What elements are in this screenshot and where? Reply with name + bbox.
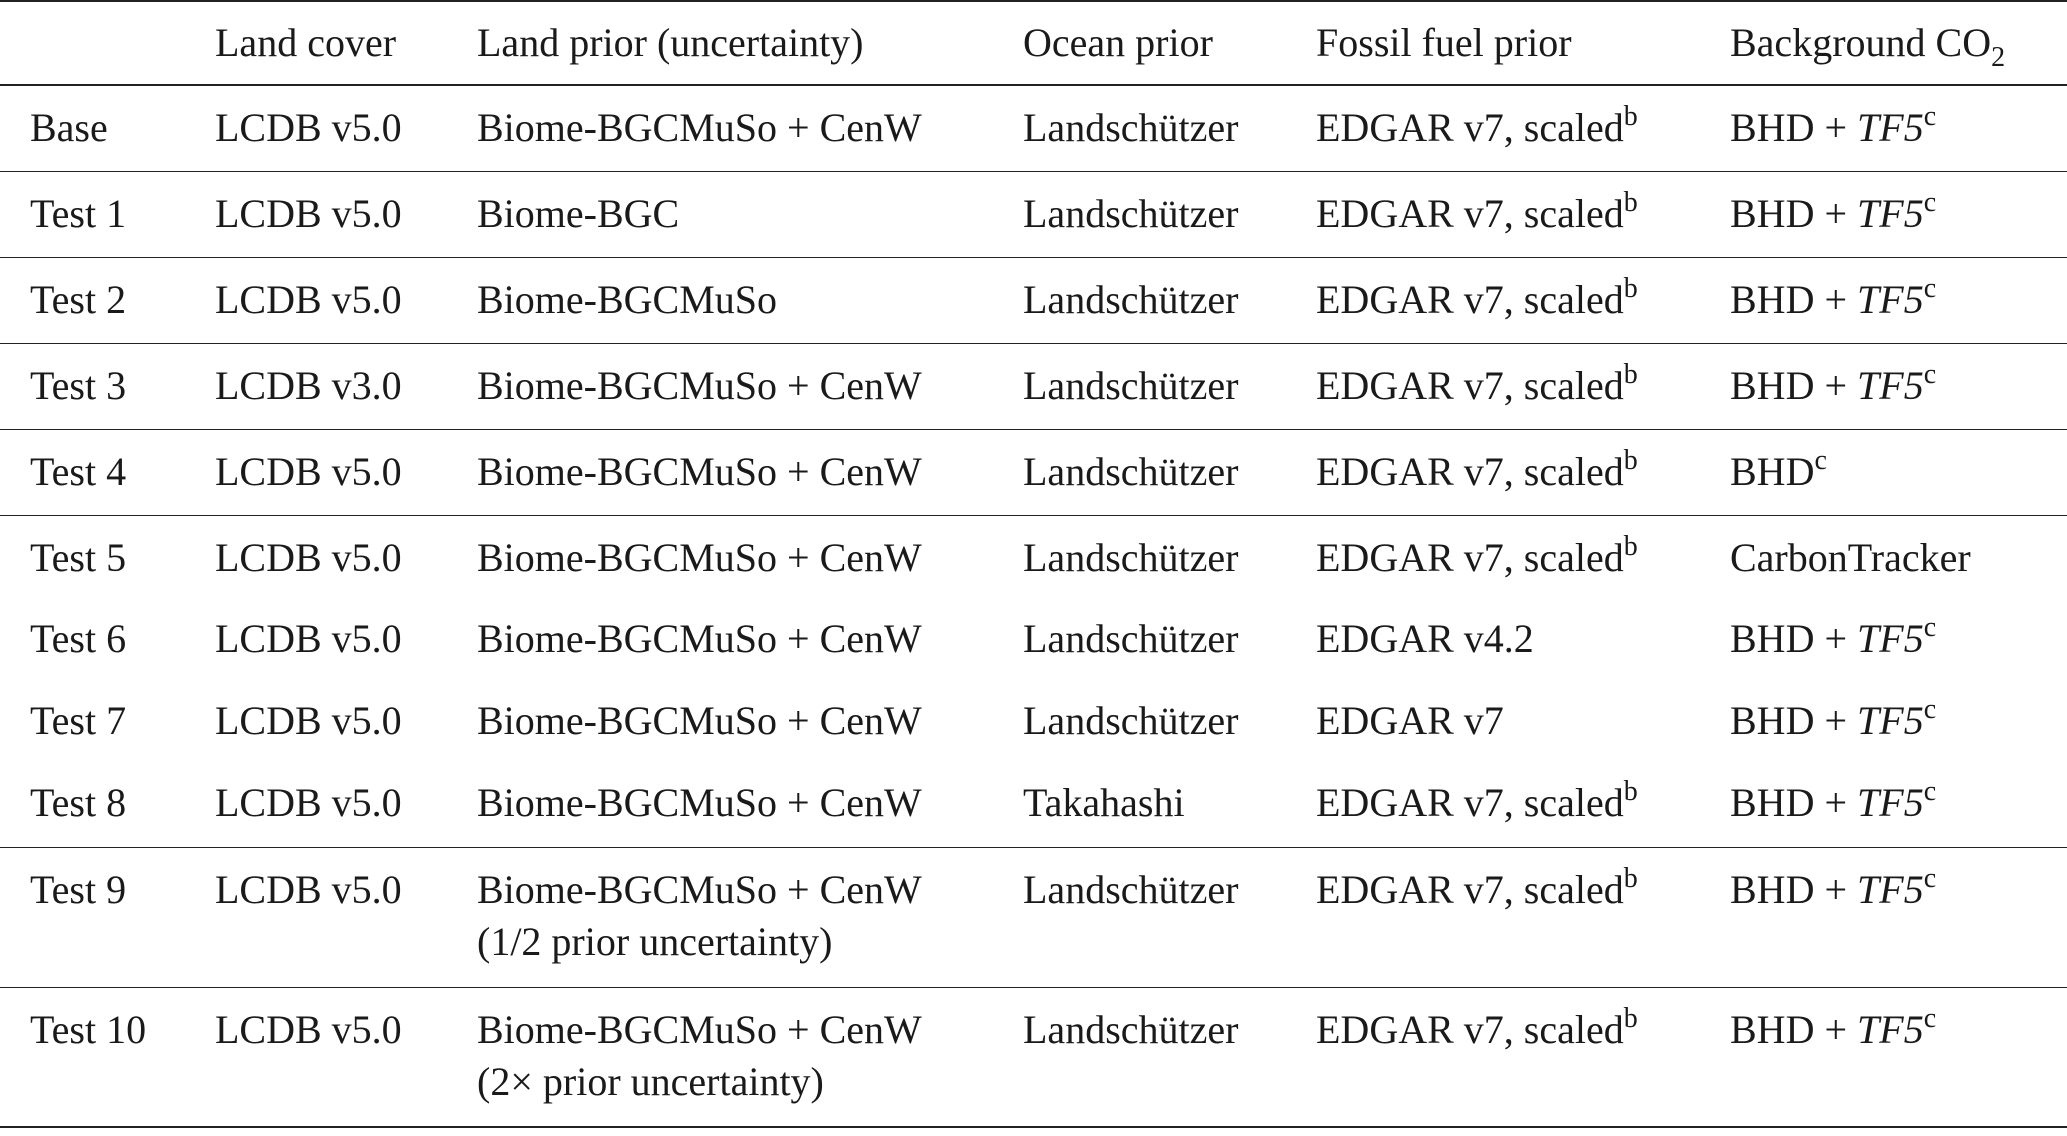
fossil-fuel-value: EDGAR v7, scaled [1316,190,1624,236]
land-prior-value: Biome-BGCMuSo + CenW [477,1006,922,1052]
cell-ocean-prior [1023,761,1316,847]
land-prior-note: (1/2 prior uncertainty) [477,918,833,964]
cell-land-cover [215,987,477,1127]
table-row [0,987,2067,1127]
background-value-italic: TF5 [1857,698,1924,743]
case-name: Test 8 [30,780,127,825]
fossil-fuel-value: EDGAR v7, scaled [1316,276,1624,322]
background-footnote: c [1923,101,1937,132]
cell-case-name [0,761,215,847]
land-prior-value: Biome-BGCMuSo + CenW [477,780,922,825]
cell-fossil-fuel [1316,257,1730,343]
ocean-prior-value: Landschützer [1023,616,1239,661]
land-cover-value: LCDB v5.0 [215,698,402,743]
cell-land-prior [477,85,1023,171]
background-footnote: c [1923,1002,1937,1034]
cell-case-name [0,429,215,515]
table-row [0,257,2067,343]
fossil-fuel-footnote: b [1623,272,1638,304]
cell-fossil-fuel [1316,515,1730,597]
cell-ocean-prior [1023,987,1316,1127]
ocean-prior-value: Landschützer [1023,1006,1239,1052]
fossil-fuel-footnote: b [1623,1002,1638,1034]
land-cover-value: LCDB v5.0 [215,448,402,494]
cell-ocean-prior [1023,515,1316,597]
land-cover-value: LCDB v5.0 [215,866,402,912]
land-cover-value: LCDB v5.0 [215,190,402,236]
header-background-co2 [1730,1,2067,85]
land-cover-value: LCDB v5.0 [215,1006,402,1052]
cell-fossil-fuel [1316,85,1730,171]
background-value: BHD + [1730,866,1858,912]
cell-background-co2 [1730,257,2067,343]
cell-case-name [0,515,215,597]
ocean-prior-value: Landschützer [1023,866,1239,912]
background-value-italic: TF5 [1857,105,1924,150]
header-row [0,1,2067,85]
cell-ocean-prior [1023,343,1316,429]
ocean-prior-value: Landschützer [1023,276,1239,322]
background-value-italic: TF5 [1857,276,1924,322]
fossil-fuel-value: EDGAR v7 [1316,698,1504,743]
header-background-co2-subscript: 2 [1991,42,2006,73]
fossil-fuel-value: EDGAR v7, scaled [1316,1006,1624,1052]
case-name: Test 3 [30,362,127,408]
background-value: BHD + [1730,698,1858,743]
cell-land-cover [215,171,477,257]
cell-land-prior [477,847,1023,987]
table-body [0,85,2067,1127]
cell-ocean-prior [1023,847,1316,987]
cell-ocean-prior [1023,85,1316,171]
table-row [0,85,2067,171]
background-footnote: c [1923,776,1937,807]
cell-land-prior [477,429,1023,515]
cell-background-co2 [1730,429,2067,515]
cell-land-prior [477,257,1023,343]
background-value-italic: TF5 [1857,780,1924,825]
case-name: Test 2 [30,276,127,322]
cell-background-co2 [1730,515,2067,597]
cell-land-prior [477,515,1023,597]
land-prior-value: Biome-BGCMuSo + CenW [477,616,922,661]
case-name: Test 4 [30,448,127,494]
background-value-italic: TF5 [1857,190,1924,236]
fossil-fuel-value: EDGAR v7, scaled [1316,534,1624,580]
background-footnote: c [1923,272,1937,304]
background-value-italic: TF5 [1857,362,1924,408]
cell-land-cover [215,847,477,987]
cell-background-co2 [1730,679,2067,761]
cell-case-name [0,171,215,257]
land-prior-value: Biome-BGCMuSo + CenW [477,362,922,408]
fossil-fuel-value: EDGAR v4.2 [1316,616,1534,661]
fossil-fuel-footnote: b [1623,862,1638,894]
table-row [0,171,2067,257]
cell-fossil-fuel [1316,761,1730,847]
case-name: Base [30,105,108,150]
table-row [0,679,2067,761]
cell-land-cover [215,85,477,171]
cell-ocean-prior [1023,171,1316,257]
background-footnote: c [1814,444,1827,476]
land-prior-value: Biome-BGCMuSo + CenW [477,698,922,743]
land-prior-value: Biome-BGCMuSo + CenW [477,105,922,150]
cell-fossil-fuel [1316,171,1730,257]
case-name: Test 6 [30,616,127,661]
land-cover-value: LCDB v3.0 [215,362,402,408]
cell-case-name [0,987,215,1127]
fossil-fuel-footnote: b [1623,530,1638,562]
cell-ocean-prior [1023,429,1316,515]
background-value: BHD + [1730,1006,1858,1052]
cell-fossil-fuel [1316,679,1730,761]
land-prior-value: Biome-BGC [477,190,680,236]
fossil-fuel-footnote: b [1623,358,1638,390]
header-land-prior: Land prior (uncertainty) [477,1,1023,85]
case-name: Test 1 [30,190,127,236]
cell-land-prior [477,761,1023,847]
cell-land-cover [215,679,477,761]
background-value: BHD + [1730,362,1858,408]
case-name: Test 5 [30,534,127,580]
ocean-prior-value: Landschützer [1023,698,1239,743]
cell-ocean-prior [1023,679,1316,761]
table-row [0,515,2067,597]
land-cover-value: LCDB v5.0 [215,105,402,150]
ocean-prior-value: Landschützer [1023,534,1239,580]
background-value: BHD + [1730,780,1858,825]
ocean-prior-value: Landschützer [1023,362,1239,408]
background-value: BHD + [1730,190,1858,236]
background-footnote: c [1923,862,1937,894]
background-footnote: c [1923,358,1937,390]
fossil-fuel-value: EDGAR v7, scaled [1316,448,1624,494]
land-prior-value: Biome-BGCMuSo + CenW [477,448,922,494]
cell-background-co2 [1730,343,2067,429]
background-value-italic: TF5 [1857,616,1924,661]
cell-fossil-fuel [1316,597,1730,679]
background-value-italic: TF5 [1857,866,1924,912]
cell-case-name [0,85,215,171]
fossil-fuel-value: EDGAR v7, scaled [1316,866,1624,912]
land-prior-value: Biome-BGCMuSo + CenW [477,866,922,912]
land-prior-note: (2× prior uncertainty) [477,1058,824,1104]
ocean-prior-value: Landschützer [1023,448,1239,494]
table-row [0,761,2067,847]
case-name: Test 9 [30,866,127,912]
background-value: CarbonTracker [1730,534,1971,580]
cell-case-name [0,847,215,987]
header-ocean-prior: Ocean prior [1023,1,1316,85]
cell-ocean-prior [1023,257,1316,343]
cell-land-cover [215,515,477,597]
header-case [0,1,215,85]
fossil-fuel-footnote: b [1623,776,1638,807]
cell-case-name [0,343,215,429]
cell-land-cover [215,343,477,429]
cell-background-co2 [1730,85,2067,171]
land-cover-value: LCDB v5.0 [215,276,402,322]
land-prior-value: Biome-BGCMuSo [477,276,778,322]
land-cover-value: LCDB v5.0 [215,616,402,661]
cell-land-cover [215,597,477,679]
cell-case-name [0,679,215,761]
cell-fossil-fuel [1316,343,1730,429]
cell-case-name [0,597,215,679]
table-row [0,343,2067,429]
cell-land-prior [477,597,1023,679]
cell-background-co2 [1730,761,2067,847]
table-header [0,1,2067,85]
fossil-fuel-footnote: b [1623,101,1638,132]
background-value-italic: TF5 [1857,1006,1924,1052]
fossil-fuel-value: EDGAR v7, scaled [1316,780,1624,825]
cell-land-cover [215,257,477,343]
cell-background-co2 [1730,987,2067,1127]
background-value: BHD [1730,448,1815,494]
fossil-fuel-value: EDGAR v7, scaled [1316,105,1624,150]
background-value: BHD + [1730,105,1858,150]
header-land-cover: Land cover [215,1,477,85]
fossil-fuel-footnote: b [1623,444,1638,476]
cell-land-prior [477,171,1023,257]
cell-background-co2 [1730,847,2067,987]
ocean-prior-value: Landschützer [1023,105,1239,150]
land-prior-value: Biome-BGCMuSo + CenW [477,534,922,580]
background-footnote: c [1923,694,1937,725]
table-row [0,429,2067,515]
cell-land-prior [477,679,1023,761]
cell-fossil-fuel [1316,987,1730,1127]
fossil-fuel-footnote: b [1623,186,1638,218]
cell-land-prior [477,343,1023,429]
header-background-co2-text: Background CO [1730,20,1992,65]
ocean-prior-value: Takahashi [1023,780,1185,825]
cell-background-co2 [1730,597,2067,679]
cell-land-cover [215,429,477,515]
cell-background-co2 [1730,171,2067,257]
land-cover-value: LCDB v5.0 [215,534,402,580]
case-name: Test 7 [30,698,127,743]
cell-case-name [0,257,215,343]
fossil-fuel-value: EDGAR v7, scaled [1316,362,1624,408]
case-name: Test 10 [30,1006,147,1052]
ocean-prior-value: Landschützer [1023,190,1239,236]
table-row [0,847,2067,987]
background-footnote: c [1923,186,1937,218]
cell-land-cover [215,761,477,847]
cell-fossil-fuel [1316,429,1730,515]
land-cover-value: LCDB v5.0 [215,780,402,825]
cell-land-prior [477,987,1023,1127]
cell-ocean-prior [1023,597,1316,679]
cell-fossil-fuel [1316,847,1730,987]
background-value: BHD + [1730,616,1858,661]
background-footnote: c [1923,612,1937,643]
background-value: BHD + [1730,276,1858,322]
header-fossil-fuel-prior: Fossil fuel prior [1316,1,1730,85]
table-row [0,597,2067,679]
